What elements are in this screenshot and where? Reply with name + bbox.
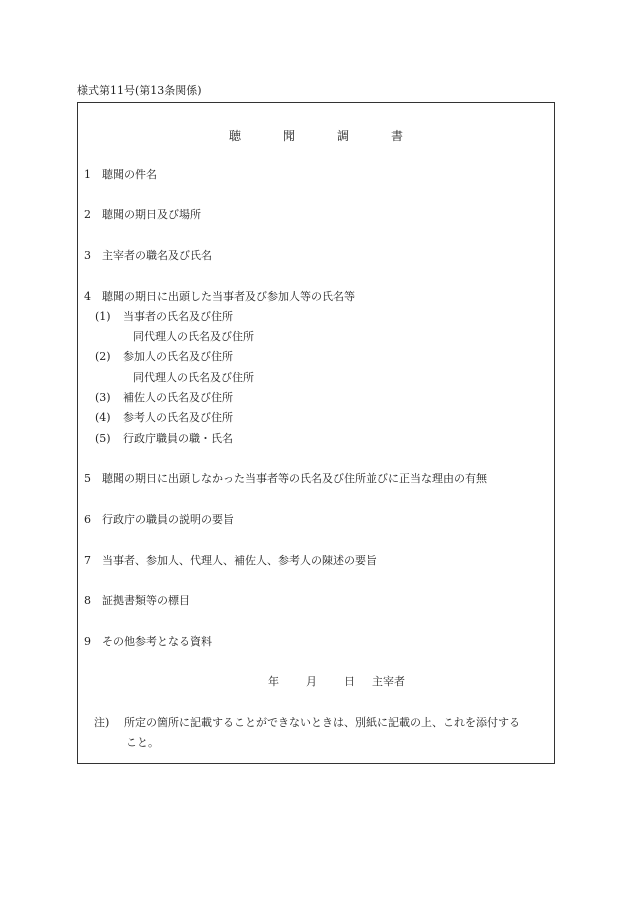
presider-label: 主宰者 [372, 675, 405, 688]
subitem-1 [95, 310, 233, 324]
item-label: 聴聞の件名 [102, 168, 157, 181]
item-label: 聴聞の期日に出頭した当事者及び参加人等の氏名等 [102, 290, 355, 303]
subitem-label: 同代理人の氏名及び住所 [133, 330, 254, 343]
subitem-label: 行政庁職員の職・氏名 [123, 432, 233, 445]
item-6 [84, 513, 234, 527]
item-label: 当事者、参加人、代理人、補佐人、参考人の陳述の要旨 [102, 554, 377, 567]
subitem-number: (5) [95, 432, 111, 445]
item-number: 8 [84, 594, 91, 607]
item-4 [84, 290, 355, 304]
subitem-4 [95, 411, 233, 425]
subitem-1-agent [133, 330, 254, 344]
item-number: 4 [84, 290, 91, 303]
footnote-line-2: こと。 [126, 736, 159, 749]
subitem-2-agent [133, 371, 254, 385]
item-label: 聴聞の期日に出頭しなかった当事者等の氏名及び住所並びに正当な理由の有無 [102, 472, 487, 485]
item-label: その他参考となる資料 [102, 635, 212, 648]
item-7 [84, 554, 377, 568]
subitem-label: 同代理人の氏名及び住所 [133, 371, 254, 384]
item-number: 7 [84, 554, 91, 567]
subitem-3 [95, 391, 233, 405]
day-label: 日 [344, 675, 355, 688]
item-9 [84, 635, 212, 649]
item-1 [84, 168, 157, 182]
subitem-number: (1) [95, 310, 111, 323]
footnote-text: 所定の箇所に記載することができないときは、別紙に記載の上、これを添付する [124, 716, 520, 729]
year-label: 年 [268, 675, 279, 688]
item-number: 2 [84, 208, 91, 221]
document-title [78, 127, 554, 144]
footnote [94, 713, 554, 753]
date-signature-line [268, 673, 405, 689]
item-label: 主宰者の職名及び氏名 [102, 249, 212, 262]
item-3 [84, 249, 212, 263]
item-number: 1 [84, 168, 91, 181]
item-label: 行政庁の職員の説明の要旨 [102, 513, 234, 526]
item-number: 6 [84, 513, 91, 526]
document-frame [77, 102, 555, 764]
footnote-line-1 [94, 713, 554, 733]
subitem-label: 当事者の氏名及び住所 [123, 310, 233, 323]
item-label: 聴聞の期日及び場所 [102, 208, 201, 221]
item-8 [84, 594, 190, 608]
subitem-number: (4) [95, 411, 111, 424]
form-number: 様式第11号(第13条関係) [77, 84, 202, 97]
subitem-number: (3) [95, 391, 111, 404]
month-label: 月 [306, 675, 317, 688]
title-char: 聴 [228, 129, 241, 143]
item-number: 3 [84, 249, 91, 262]
subitem-5 [95, 432, 233, 446]
title-char: 書 [391, 129, 404, 143]
item-2 [84, 208, 201, 222]
footnote-prefix: 注) [94, 716, 110, 729]
subitem-number: (2) [95, 350, 111, 363]
subitem-label: 参考人の氏名及び住所 [123, 411, 233, 424]
title-char: 聞 [282, 129, 295, 143]
subitem-label: 補佐人の氏名及び住所 [123, 391, 233, 404]
subitem-2 [95, 350, 233, 364]
title-char: 調 [337, 129, 350, 143]
subitem-label: 参加人の氏名及び住所 [123, 350, 233, 363]
item-5 [84, 472, 487, 486]
item-number: 5 [84, 472, 91, 485]
item-label: 証拠書類等の標目 [102, 594, 190, 607]
item-number: 9 [84, 635, 91, 648]
